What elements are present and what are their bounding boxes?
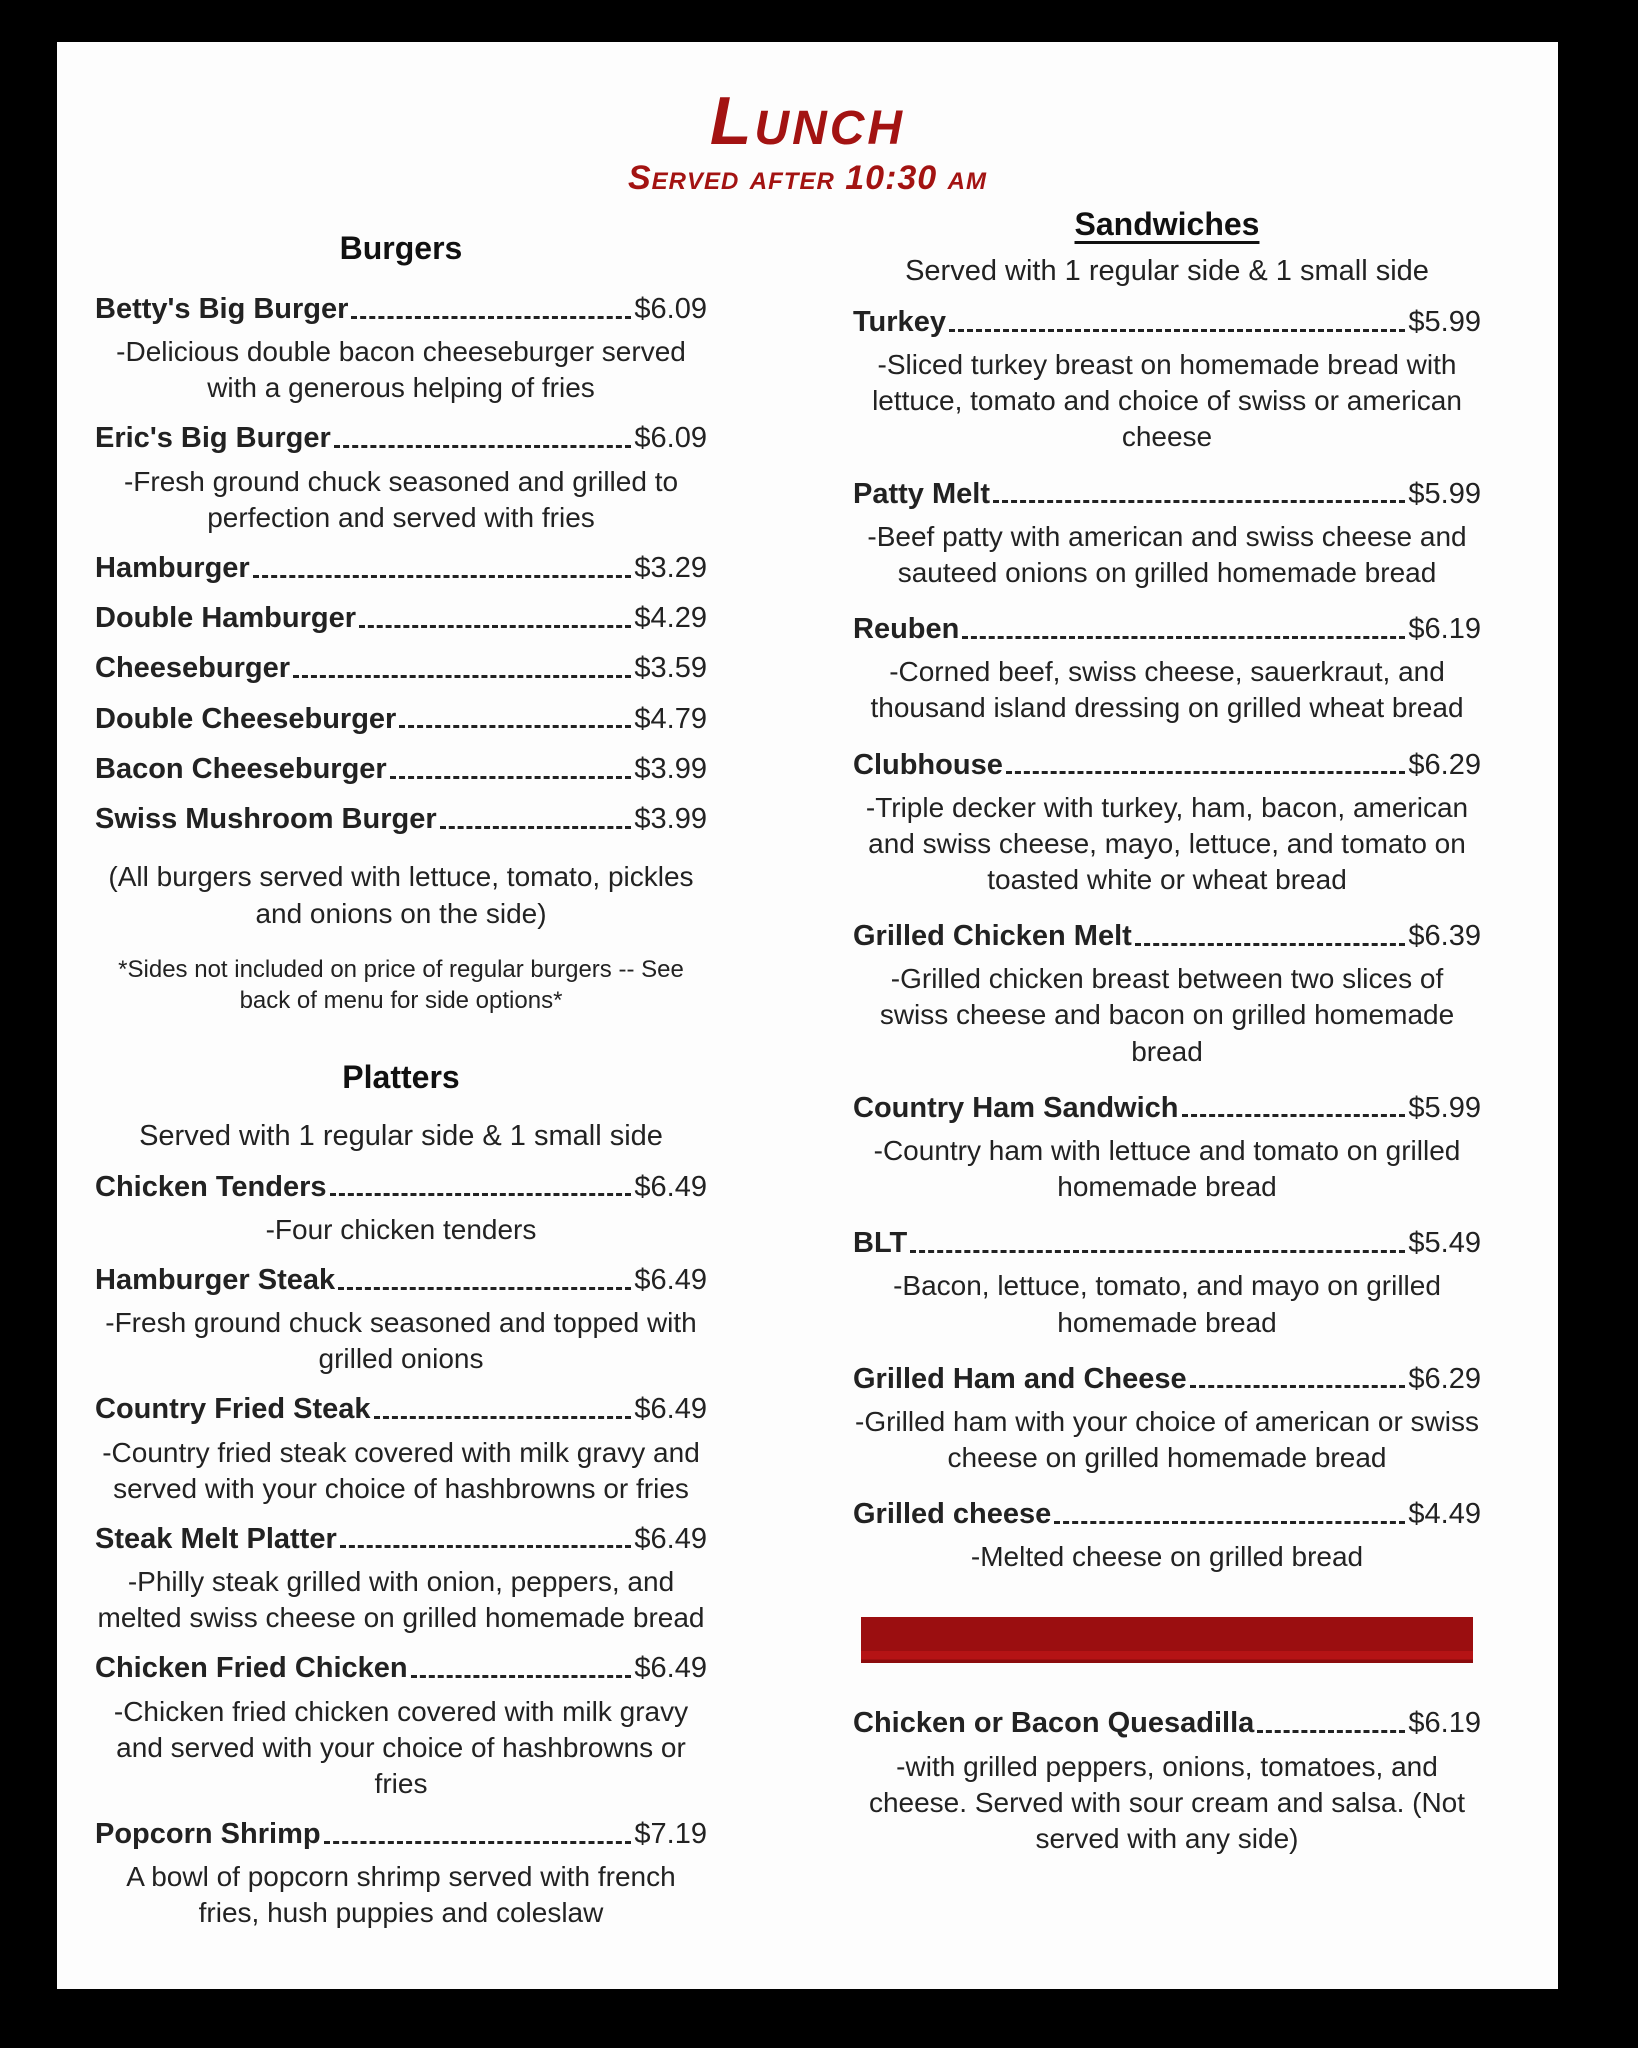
menu-item xyxy=(95,650,707,686)
item-name: Hamburger Steak xyxy=(95,1263,336,1296)
dotted-leader xyxy=(340,1545,632,1548)
item-description: -Philly steak grilled with onion, peppers, and melted swiss cheese on grilled homemade bread xyxy=(97,1566,705,1634)
burgers-heading: Burgers xyxy=(339,230,463,266)
menu-item xyxy=(853,1705,1481,1857)
item-line xyxy=(95,600,707,636)
item-description: -Bacon, lettuce, tomato, and mayo on grilled homemade bread xyxy=(893,1270,1441,1338)
burgers-list xyxy=(95,291,707,837)
item-price: $5.99 xyxy=(1408,477,1481,510)
page-title: Lunch xyxy=(709,83,906,159)
item-price: $3.29 xyxy=(634,551,707,584)
item-line xyxy=(95,291,707,327)
item-description: -Grilled ham with your choice of american or swiss cheese on grilled homemade bread xyxy=(855,1405,1479,1473)
item-name: Chicken or Bacon Quesadilla xyxy=(853,1707,1255,1740)
item-price: $6.49 xyxy=(634,1170,707,1203)
dotted-leader xyxy=(338,1287,631,1290)
item-line xyxy=(853,918,1481,954)
item-description: -Fresh ground chuck seasoned and topped with grilled onions xyxy=(105,1307,697,1375)
item-price: $3.59 xyxy=(634,652,707,685)
menu-item xyxy=(853,918,1481,1070)
item-price: $4.29 xyxy=(634,602,707,635)
menu-item xyxy=(95,1521,707,1636)
menu-item xyxy=(95,1650,707,1802)
menu-item xyxy=(95,550,707,586)
item-description: A bowl of popcorn shrimp served with french fries, hush puppies and coleslaw xyxy=(126,1861,676,1929)
sandwiches-subheading: Served with 1 regular side & 1 small side xyxy=(905,255,1429,287)
item-line xyxy=(95,650,707,686)
item-line xyxy=(853,1705,1481,1741)
item-name: Country Fried Steak xyxy=(95,1393,371,1426)
item-line xyxy=(95,701,707,737)
item-line xyxy=(95,1816,707,1852)
item-name: Steak Melt Platter xyxy=(95,1522,337,1555)
item-price: $3.99 xyxy=(634,803,707,836)
menu-item xyxy=(853,611,1481,726)
item-name: Double Cheeseburger xyxy=(95,702,397,735)
item-line xyxy=(853,304,1481,340)
item-price: $6.49 xyxy=(634,1263,707,1296)
item-line xyxy=(95,751,707,787)
item-name: Reuben xyxy=(853,613,960,646)
dotted-leader xyxy=(993,500,1405,503)
menu-item xyxy=(95,1391,707,1506)
item-line xyxy=(853,1225,1481,1261)
item-name: Country Ham Sandwich xyxy=(853,1091,1179,1124)
menu-item xyxy=(853,476,1481,591)
item-line xyxy=(853,476,1481,512)
red-divider-bar xyxy=(861,1617,1473,1663)
item-price: $7.19 xyxy=(634,1817,707,1850)
item-price: $6.19 xyxy=(1408,613,1481,646)
dotted-leader xyxy=(390,776,632,779)
item-line xyxy=(95,801,707,837)
menu-item xyxy=(95,1169,707,1248)
item-description: -Country fried steak covered with milk gravy and served with your choice of hashbrowns or fries xyxy=(102,1436,700,1504)
item-price: $6.49 xyxy=(634,1393,707,1426)
sandwiches-list xyxy=(853,304,1481,1575)
platters-list xyxy=(95,1169,707,1932)
menu-item xyxy=(853,1090,1481,1205)
menu-item xyxy=(853,1361,1481,1476)
item-name: Hamburger xyxy=(95,551,250,584)
dotted-leader xyxy=(1182,1114,1406,1117)
item-name: Grilled Chicken Melt xyxy=(853,920,1132,953)
item-line xyxy=(853,1361,1481,1397)
item-price: $6.19 xyxy=(1408,1707,1481,1740)
item-name: Clubhouse xyxy=(853,748,1003,781)
item-price: $6.09 xyxy=(634,293,707,325)
menu-item xyxy=(95,600,707,636)
item-description: -Beef patty with american and swiss cheese and sauteed onions on grilled homemade bread xyxy=(867,520,1467,588)
item-name: Double Hamburger xyxy=(95,602,357,635)
item-name: Turkey xyxy=(853,306,946,338)
dotted-leader xyxy=(374,1416,632,1419)
dotted-leader xyxy=(411,1675,632,1678)
menu-item xyxy=(95,801,707,837)
item-name: Swiss Mushroom Burger xyxy=(95,803,437,836)
item-price: $4.79 xyxy=(634,702,707,735)
menu-item xyxy=(95,1816,707,1931)
item-price: $5.99 xyxy=(1408,306,1481,338)
item-description: -Grilled chicken breast between two slices of swiss cheese and bacon on grilled homemade bread xyxy=(879,963,1455,1067)
item-description: -Country ham with lettuce and tomato on grilled homemade bread xyxy=(873,1134,1461,1203)
item-name: Chicken Tenders xyxy=(95,1170,327,1203)
item-line xyxy=(95,1521,707,1557)
item-line xyxy=(95,420,707,456)
page-subtitle: Served after 10:30 am xyxy=(628,159,987,198)
dotted-leader xyxy=(351,316,631,319)
dotted-leader xyxy=(1135,943,1406,946)
menu-item xyxy=(853,1496,1481,1575)
item-line xyxy=(95,550,707,586)
sandwiches-heading: Sandwiches xyxy=(1074,206,1260,242)
item-description: -with grilled peppers, onions, tomatoes, and cheese. Served with sour cream and salsa. (Not served with any side) xyxy=(868,1750,1466,1854)
dotted-leader xyxy=(399,725,631,728)
item-price: $3.99 xyxy=(634,752,707,785)
quesadilla-list xyxy=(853,1705,1481,1857)
item-price: $6.39 xyxy=(1408,920,1481,953)
platters-heading: Platters xyxy=(342,1058,460,1095)
item-price: $6.49 xyxy=(634,1652,707,1685)
item-description: -Four chicken tenders xyxy=(265,1213,537,1245)
menu-header xyxy=(57,83,1558,198)
dotted-leader xyxy=(324,1841,632,1844)
item-price: $6.49 xyxy=(634,1522,707,1555)
item-name: Betty's Big Burger xyxy=(95,293,349,325)
item-line xyxy=(853,611,1481,647)
item-description: -Chicken fried chicken covered with milk gravy and served with your choice of hashbrowns or fries xyxy=(113,1695,689,1799)
dotted-leader xyxy=(330,1193,632,1196)
item-name: BLT xyxy=(853,1227,908,1260)
item-price: $6.29 xyxy=(1408,1362,1481,1395)
item-line xyxy=(95,1169,707,1205)
dotted-leader xyxy=(1190,1385,1406,1388)
item-line xyxy=(853,747,1481,783)
dotted-leader xyxy=(910,1250,1405,1253)
item-price: $5.99 xyxy=(1408,1091,1481,1124)
menu-item xyxy=(853,304,1481,456)
item-name: Chicken Fried Chicken xyxy=(95,1652,408,1685)
dotted-leader xyxy=(1006,771,1406,774)
item-description: -Triple decker with turkey, ham, bacon, american and swiss cheese, mayo, lettuce, and tomato on toasted white or wheat bread xyxy=(865,791,1469,895)
menu-item xyxy=(95,291,707,406)
menu-item xyxy=(95,1262,707,1377)
burgers-note: (All burgers served with lettuce, tomato, pickles and onions on the side) xyxy=(108,861,694,929)
dotted-leader xyxy=(293,675,631,678)
item-name: Patty Melt xyxy=(853,477,990,510)
left-column xyxy=(95,230,707,1945)
menu-item xyxy=(95,701,707,737)
item-name: Popcorn Shrimp xyxy=(95,1817,321,1850)
dotted-leader xyxy=(359,625,631,628)
item-name: Bacon Cheeseburger xyxy=(95,752,387,785)
dotted-leader xyxy=(334,445,632,448)
dotted-leader xyxy=(253,575,632,578)
menu-item xyxy=(95,420,707,535)
right-column xyxy=(853,206,1481,1877)
item-name: Grilled Ham and Cheese xyxy=(853,1362,1187,1395)
item-description: -Melted cheese on grilled bread xyxy=(970,1541,1364,1573)
item-name: Eric's Big Burger xyxy=(95,422,331,455)
item-line xyxy=(853,1496,1481,1532)
dotted-leader xyxy=(1054,1521,1405,1524)
dotted-leader xyxy=(440,826,632,829)
item-line xyxy=(95,1650,707,1686)
menu-item xyxy=(853,1225,1481,1340)
dotted-leader xyxy=(949,329,1405,332)
item-description: -Fresh ground chuck seasoned and grilled to perfection and served with fries xyxy=(123,465,679,533)
item-description: -Delicious double bacon cheeseburger served with a generous helping of fries xyxy=(116,336,686,404)
menu-item xyxy=(853,747,1481,899)
platters-subheading: Served with 1 regular side & 1 small side xyxy=(139,1119,663,1152)
item-price: $4.49 xyxy=(1408,1498,1481,1531)
item-name: Cheeseburger xyxy=(95,652,291,685)
sides-note: *Sides not included on price of regular burgers -- See back of menu for side options* xyxy=(118,956,684,1015)
item-line xyxy=(95,1262,707,1298)
item-price: $6.09 xyxy=(634,422,707,455)
item-name: Grilled cheese xyxy=(853,1498,1052,1531)
menu-item xyxy=(95,751,707,787)
dotted-leader xyxy=(962,636,1405,639)
item-price: $5.49 xyxy=(1408,1227,1481,1260)
item-line xyxy=(95,1391,707,1427)
dotted-leader xyxy=(1257,1730,1405,1733)
item-price: $6.29 xyxy=(1408,748,1481,781)
item-description: -Sliced turkey breast on homemade bread with lettuce, tomato and choice of swiss or american cheese xyxy=(872,349,1462,453)
item-description: -Corned beef, swiss cheese, sauerkraut, and thousand island dressing on grilled wheat bread xyxy=(870,656,1464,724)
menu-page xyxy=(57,42,1558,1989)
item-line xyxy=(853,1090,1481,1126)
